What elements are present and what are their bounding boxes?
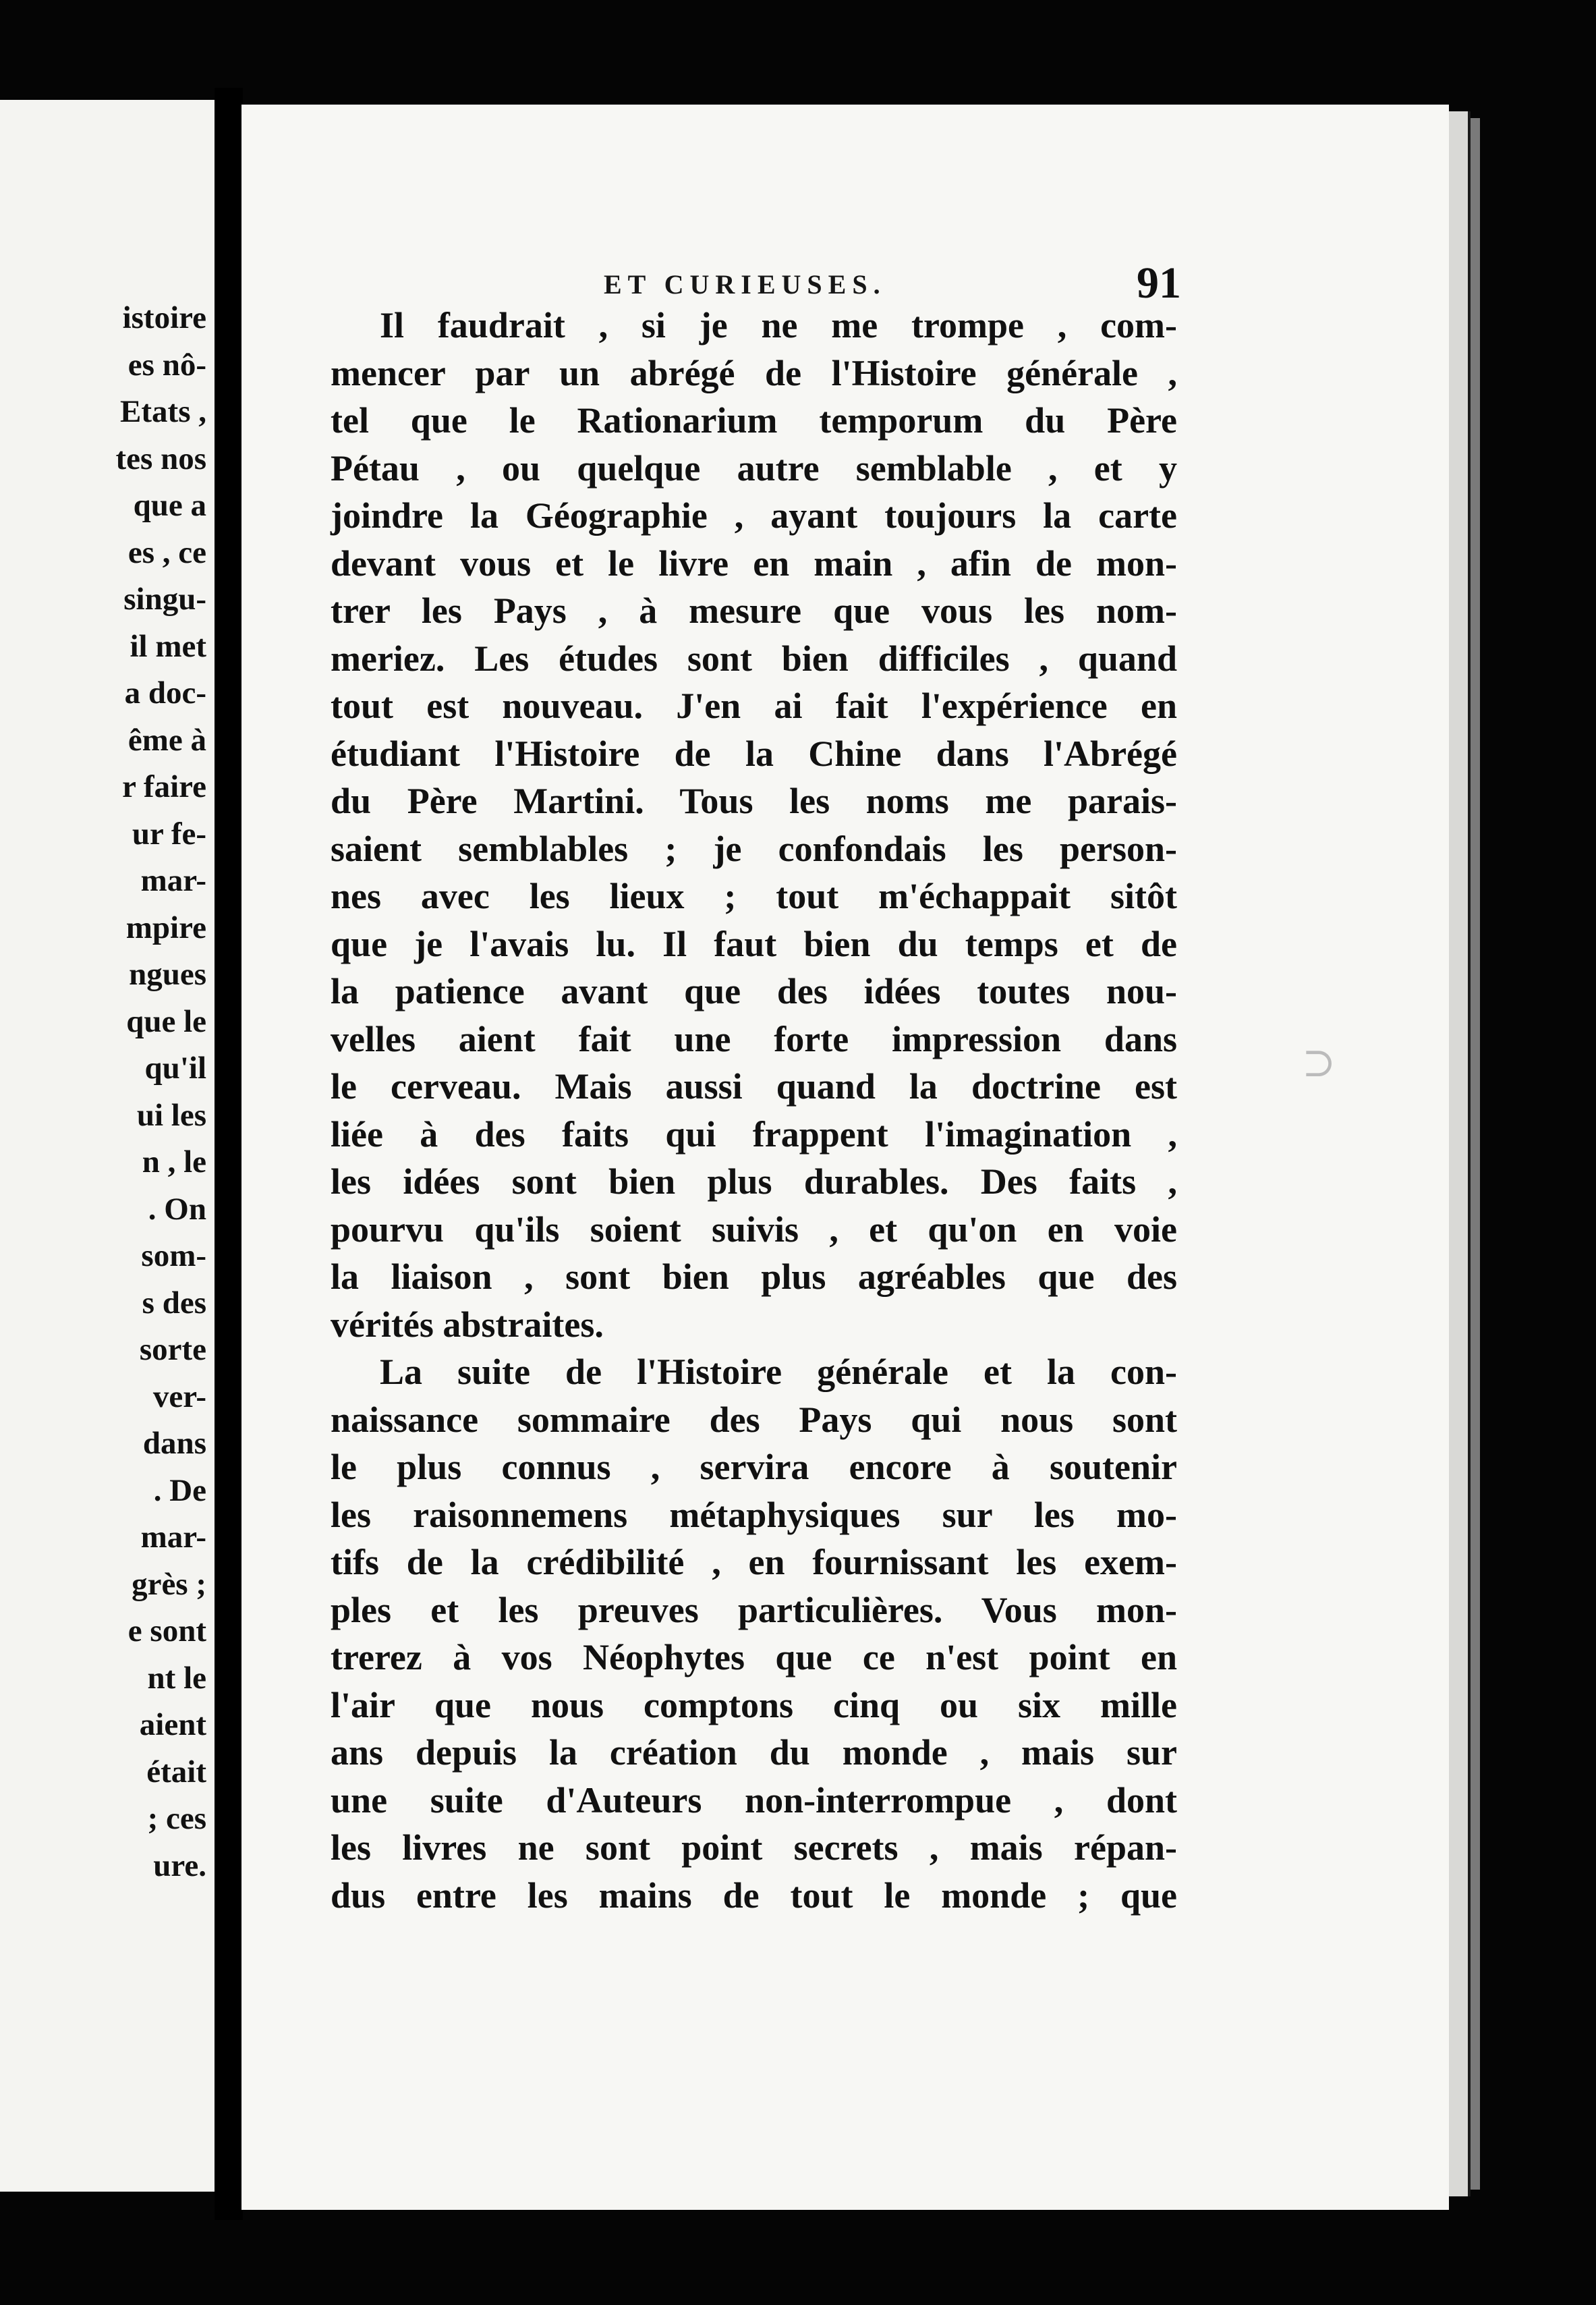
text-line: joindre la Géographie , ayant toujours la carte bbox=[331, 495, 1177, 536]
left-page-line-fragment: dans bbox=[142, 1426, 206, 1461]
text-line: la patience avant que des idées toutes nou- bbox=[331, 971, 1177, 1011]
left-page-line-fragment: n , le bbox=[142, 1144, 206, 1179]
left-page-line-fragment: som- bbox=[141, 1238, 206, 1273]
left-page-line-fragment: était bbox=[146, 1754, 206, 1789]
text-line: une suite d'Auteurs non-interrompue , dont bbox=[331, 1779, 1177, 1821]
text-line: tifs de la crédibilité , en fournissant les exem- bbox=[331, 1542, 1177, 1582]
page-number: 91 bbox=[1137, 258, 1181, 308]
text-line: dus entre les mains de tout le monde ; que bbox=[331, 1874, 1177, 1916]
text-line: mencer par un abrégé de l'Histoire générale , bbox=[331, 352, 1177, 393]
text-line: les idées sont bien plus durables. Des faits , bbox=[331, 1161, 1177, 1202]
page-edge-shadow bbox=[1471, 118, 1480, 2190]
page-edge bbox=[1449, 111, 1471, 2196]
book-gutter bbox=[215, 88, 243, 2220]
left-page-line-fragment: nt le bbox=[147, 1660, 206, 1696]
left-page-line-fragment: . On bbox=[148, 1191, 206, 1227]
left-page-line-fragment: que a bbox=[133, 488, 206, 523]
left-page-line-fragment: ême à bbox=[127, 722, 206, 758]
left-page-line-fragment: ; ces bbox=[147, 1801, 206, 1836]
text-line: pourvu qu'ils soient suivis , et qu'on en voie bbox=[331, 1209, 1177, 1250]
left-page-line-fragment: ure. bbox=[153, 1848, 206, 1883]
left-page-line-fragment: grès ; bbox=[132, 1566, 206, 1602]
left-page-line-fragment: es nô- bbox=[127, 347, 206, 383]
text-line: nes avec les lieux ; tout m'échappait sitôt bbox=[331, 876, 1177, 916]
text-line: le cerveau. Mais aussi quand la doctrine est bbox=[331, 1066, 1177, 1107]
text-line: Il faudrait , si je ne me trompe , com- bbox=[380, 305, 1177, 345]
left-page-line-fragment: ui les bbox=[136, 1097, 206, 1133]
left-page-line-fragment: sorte bbox=[139, 1332, 206, 1367]
left-page-line-fragment: tes nos bbox=[115, 441, 206, 476]
text-line: naissance sommaire des Pays qui nous sont bbox=[331, 1399, 1177, 1440]
left-page-line-fragment: il met bbox=[130, 628, 206, 664]
text-line: Pétau , ou quelque autre semblable , et y bbox=[331, 447, 1177, 489]
text-line: l'air que nous comptons cinq ou six mille bbox=[331, 1684, 1177, 1725]
left-page-line-fragment: mar- bbox=[140, 1520, 206, 1555]
text-line: meriez. Les études sont bien difficiles , quand bbox=[331, 638, 1177, 679]
text-line: liée à des faits qui frappent l'imagination , bbox=[331, 1113, 1177, 1155]
text-line: tout est nouveau. J'en ai fait l'expérience en bbox=[331, 686, 1177, 726]
text-line: ples et les preuves particulières. Vous mon- bbox=[331, 1589, 1177, 1630]
left-page-line-fragment: mpire bbox=[125, 910, 206, 945]
running-head: ET CURIEUSES. bbox=[604, 269, 886, 300]
left-page-line-fragment: . De bbox=[153, 1472, 206, 1508]
text-line: que je l'avais lu. Il faut bien du temps et de bbox=[331, 923, 1177, 964]
pencil-mark: ⊃ bbox=[1302, 1040, 1336, 1085]
left-page-line-fragment: ngues bbox=[129, 957, 206, 992]
left-page bbox=[0, 100, 215, 2192]
text-line: la liaison , sont bien plus agréables que des bbox=[331, 1256, 1177, 1297]
left-page-line-fragment: istoire bbox=[122, 300, 206, 335]
text-line: les raisonnemens métaphysiques sur les mo- bbox=[331, 1494, 1177, 1535]
left-page-line-fragment: s des bbox=[142, 1285, 206, 1321]
left-page-line-fragment: ver- bbox=[152, 1379, 206, 1414]
left-page-line-fragment: mar- bbox=[140, 863, 206, 898]
left-page-line-fragment: r faire bbox=[122, 769, 206, 804]
text-line: ans depuis la création du monde , mais sur bbox=[331, 1732, 1177, 1773]
left-page-line-fragment: aient bbox=[139, 1707, 206, 1742]
text-line: trerez à vos Néophytes que ce n'est point en bbox=[331, 1637, 1177, 1677]
left-page-line-fragment: singu- bbox=[123, 582, 206, 617]
text-line: trer les Pays , à mesure que vous les nom- bbox=[331, 590, 1177, 631]
left-page-line-fragment: es , ce bbox=[127, 534, 206, 570]
left-page-line-fragment: e sont bbox=[127, 1613, 206, 1648]
text-line: saient semblables ; je confondais les person- bbox=[331, 828, 1177, 869]
left-page-line-fragment: Etats , bbox=[120, 394, 206, 429]
text-line: vérités abstraites. bbox=[331, 1304, 604, 1345]
text-line: étudiant l'Histoire de la Chine dans l'Abrégé bbox=[331, 733, 1177, 774]
left-page-line-fragment: ur fe- bbox=[132, 816, 206, 852]
text-line: devant vous et le livre en main , afin de mon- bbox=[331, 543, 1177, 584]
left-page-line-fragment: que le bbox=[126, 1003, 206, 1039]
text-line: du Père Martini. Tous les noms me parais- bbox=[331, 781, 1177, 821]
text-line: les livres ne sont point secrets , mais répan- bbox=[331, 1827, 1177, 1868]
left-page-line-fragment: qu'il bbox=[144, 1051, 206, 1086]
text-line: le plus connus , servira encore à soutenir bbox=[331, 1447, 1177, 1487]
text-line: La suite de l'Histoire générale et la con- bbox=[380, 1352, 1177, 1392]
text-line: velles aient fait une forte impression dans bbox=[331, 1018, 1177, 1059]
left-page-line-fragment: a doc- bbox=[124, 675, 206, 711]
text-line: tel que le Rationarium temporum du Père bbox=[331, 400, 1177, 441]
